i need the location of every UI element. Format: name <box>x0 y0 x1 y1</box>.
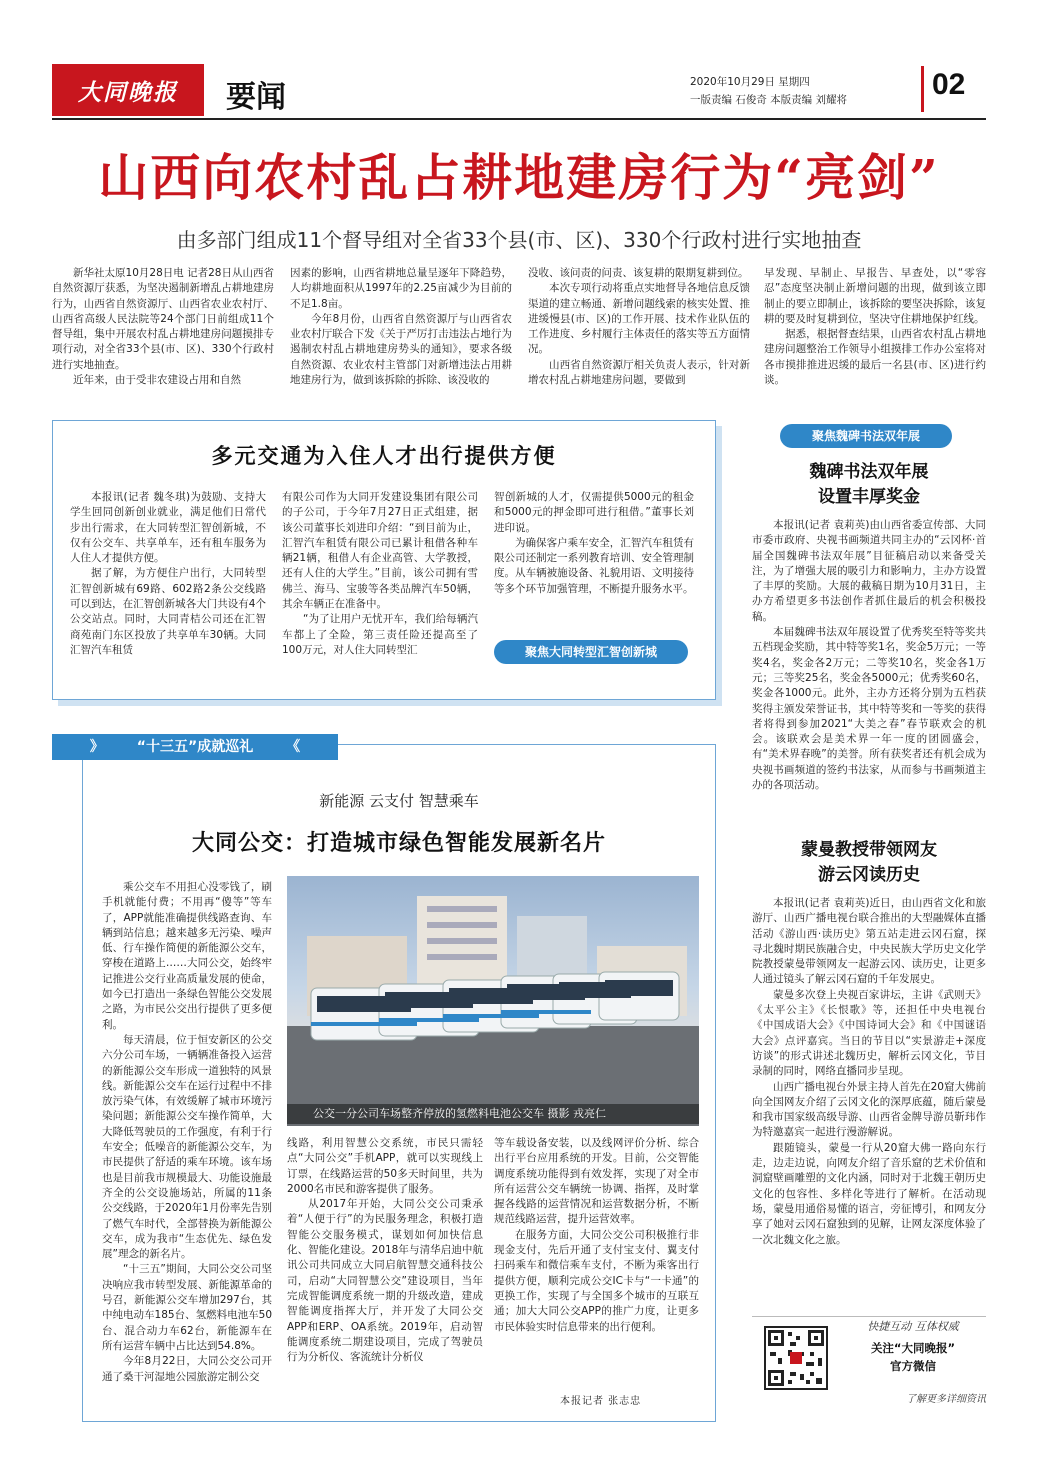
article-paragraph: 等车载设备安装，以及线网评价分析、综合出行平台应用系统的开发。目前，公交智能调度系统功能得到有效发挥，实现了对全市所有运营公交车辆统一协调、指挥，及时掌握各线路的运营情况和运营数据分析，不断规范线路运营，提升运营效率。 <box>494 1137 699 1226</box>
article-paragraph: 山西省自然资源厅相关负责人表示，针对新增农村乱占耕地建房问题，要做到 <box>528 358 750 387</box>
bus-depot-photo <box>287 876 699 1126</box>
transport-story-title: 多元交通为入住人才出行提供方便 <box>211 444 557 468</box>
promo-tagline: 快捷互动 互体权威 <box>867 1320 959 1333</box>
bus-depot-illustration <box>287 876 699 1126</box>
main-headline: 山西向农村乱占耕地建房行为“亮剑” <box>98 148 940 207</box>
article-paragraph: 今年8月份，山西省自然资源厅与山西省农业农村厅联合下发《关于严厉打击违法占地行为遏制农村乱占耕地建房势头的通知》，要求各级自然资源、农业农村主管部门对新增违法占用耕地建房行为，做到该拆除的拆除、该没收的 <box>290 312 512 387</box>
main-story-column-4 <box>764 266 986 406</box>
article-paragraph: 没收、该问责的问责、该复耕的限期复耕到位。 <box>528 267 749 279</box>
photo-caption: 公交一分公司车场整齐停放的氢燃料电池公交车 摄影 戎亮仁 <box>287 1104 699 1124</box>
article-paragraph: 从2017年开始，大同公交公司秉承着“人便于行”的为民服务理念，积极打造智能公交服务模式，谋划如何加快信息化、智能化建设。2018年与清华启迪中航讯公司共同成立大同启航智慧交通科技公司，启动“大同智慧公交”建设项目，当年完成智能调度系统一期的升级改造，建成智能调度指挥大厅，并开发了大同公交APP和ERP、OA系统。2019年，启动智能调度系统二期建设项目，完成了驾驶员行为分析仪、客流统计分析仪 <box>287 1198 483 1364</box>
title-line: 蒙曼教授带领网友 <box>801 840 937 860</box>
article-paragraph: 每天清晨，位于恒安新区的公交六分公司车场，一辆辆准备投入运营的新能源公交车形成一道独特的风景线。新能源公交车在运行过程中不排放污染气体，有效缓解了城市环境污染问题；新能源公交车操作简单，大大降低驾驶员的工作强度，有利于行车安全；低噪音的新能源公交车，为市民提供了舒适的乘车环境。该车场也是目前我市规模最大、功能设施最齐全的公交设施场站，所属的11条公交线路，于2020年1月份率先告别了燃气车时代，全部替换为新能源公交车，成为我市“生态优先、绿色发展”理念的新名片。 <box>102 1033 272 1261</box>
yungang-story-body <box>752 896 986 1306</box>
article-paragraph: 本报讯(记者 魏冬琪)为鼓励、支持大学生回同创新创业就业，满足他们日常代步出行需求，在大同转型汇智创新城，不仅有公交车、共享单车，还有租车服务为人住人才提供方便。 <box>70 491 266 565</box>
article-paragraph: 本届魏碑书法双年展设置了优秀奖至特等奖共五档现金奖励，其中特等奖1名，奖金5万元；一等奖4名，奖金各2万元；二等奖10名，奖金各1万元；三等奖25名，奖金各5000元；优秀奖60名，奖金各1000元。此外，主办方还将分别为五档获奖得主颁发荣誉证书，其中特等奖和一等奖的获得者将得到参加2021“大美之春”春节联欢会的机会。该联欢会是美术界一年一度的团圆盛会，有“美术界春晚”的美誉。所有获奖者还有机会成为央视书画频道的签约书法家，从而参与书画频道主办的各项活动。 <box>752 626 986 792</box>
article-paragraph: 据悉，根据督查结果，山西省农村乱占耕地建房问题整治工作领导小组摸排工作办公室将对各市摸排推进迟缓的最后一名县(市、区)进行约谈。 <box>764 328 986 387</box>
calligraphy-story-body <box>752 518 986 824</box>
article-paragraph: “为了让用户无忧开车，我们给每辆汽车都上了全险，第三责任险还提高至了100万元，对人住大同转型汇 <box>282 613 478 656</box>
yungang-story-title <box>752 838 986 888</box>
edition-date: 2020年10月29日 星期四 <box>690 76 810 88</box>
page-divider <box>921 66 924 112</box>
main-story-column-1 <box>52 266 274 406</box>
header-rule <box>52 118 986 120</box>
article-paragraph: 线路，利用智慧公交系统，市民只需轻点“大同公交”手机APP，就可以实现线上订票，在线路运营的50多天时间里，共为2000名市民和游客提供了服务。 <box>287 1137 483 1195</box>
qr-code-icon[interactable] <box>764 1326 828 1390</box>
calligraphy-topic-tag: 聚焦魏碑书法双年展 <box>780 424 952 448</box>
banner-label: “十三五”成就巡礼 <box>136 739 254 755</box>
promo-follow-text: 关注“大同晚报” <box>870 1341 956 1355</box>
edition-editors: 一版责编 石俊奇 本版责编 刘耀将 <box>690 94 848 106</box>
bus-story-column-1 <box>102 880 272 1410</box>
transport-story-column-1 <box>70 490 266 686</box>
article-paragraph: 今年8月22日，大同公交公司开通了桑干河湿地公园旅游定制公交 <box>102 1355 272 1383</box>
main-subheadline: 由多部门组成11个督导组对全省33个县(市、区)、330个行政村进行实地抽查 <box>176 228 862 252</box>
bus-series-banner <box>52 734 338 760</box>
article-paragraph: 有限公司作为大同开发建设集团有限公司的子公司，于今年7月27日正式组建，据该公司董事长刘进印介绍：“到目前为止，汇智汽车租赁有限公司已累计租借各种车辆21辆，租借人有企业高管、大学教授，还有人住的大学生。”目前，该公司拥有雪佛兰、海马、宝骏等各类品牌汽车50辆，其余车辆正在准备中。 <box>282 491 478 611</box>
article-paragraph: 蒙曼多次登上央视百家讲坛，主讲《武则天》《太平公主》《长恨歌》等，还担任中央电视台《中国成语大会》《中国诗词大会》和《中国谜语大会》点评嘉宾。当日的节目以“实景游走+深度访谈”的形式讲述北魏历史，解析云冈文化，节目录制的同时，网络直播同步呈现。 <box>752 988 986 1078</box>
byline-credit: 本报记者 张志忠 <box>560 1396 642 1407</box>
transport-topic-tag: 聚焦大同转型汇智创新城 <box>494 640 688 664</box>
article-paragraph: 跟随镜头，蒙曼一行从20窟大佛一路向东行走，边走边说，向网友介绍了音乐窟的艺术价值和洞窟壁画雕塑的文化内涵，同时对于北魏王朝历史文化的包容性、多样化等进行了解析。在活动现场，蒙曼用通俗易懂的语言，旁征博引，和网友分享了她对云冈石窟独到的见解，让网友深度体验了一次北魏文化之旅。 <box>752 1141 986 1246</box>
title-line: 设置丰厚奖金 <box>818 487 920 507</box>
calligraphy-story-title <box>752 460 986 510</box>
chevron-icon: 《 <box>286 739 301 755</box>
promo-wechat-text: 官方微信 <box>890 1359 936 1373</box>
article-paragraph: 本次专项行动将重点实地督导各地信息反馈渠道的建立畅通、新增问题线索的核实处置、推进缓慢县(市、区)的工作开展、技术作业队伍的工作进度、乡村履行主体责任的落实等五方面情况。 <box>528 282 750 356</box>
bus-story-headline: 大同公交：打造城市绿色智能发展新名片 <box>191 831 606 856</box>
main-story-column-3 <box>528 266 750 406</box>
page-number: 02 <box>932 68 966 101</box>
title-line: 游云冈读历史 <box>818 865 920 885</box>
article-paragraph: 本报讯(记者 袁莉英)由山西省委宣传部、大同市委市政府、央视书画频道共同主办的“云冈杯·首届全国魏碑书法双年展”目征稿启动以来备受关注，为了增强大展的吸引力和影响力，主办方设置了丰厚的奖励。大展的截稿日期为10月31日，主办方希望更多书法创作者抓住最后的机会积极投稿。 <box>752 519 986 623</box>
bus-story-kicker: 新能源 云支付 智慧乘车 <box>319 792 479 810</box>
chevron-icon: 》 <box>89 739 104 755</box>
article-paragraph: 乘公交车不用担心没零钱了，刷手机就能付费；不用再“傻等”等车了，APP就能准确提供线路查询、车辆到站信息；越来越多无污染、噪声低、行车操作简便的新能源公交车，穿梭在道路上……大同公交，始终牢记推进公交行业高质量发展的使命，如今已打造出一条绿色智能公交发展之路，为市民公交出行提供了更多便利。 <box>102 881 272 1031</box>
newspaper-logo: 大同晚报 <box>52 64 204 116</box>
transport-story-column-3 <box>494 490 694 630</box>
transport-story-column-2 <box>282 490 478 686</box>
article-paragraph: 因素的影响，山西省耕地总量呈逐年下降趋势，人均耕地面积从1997年的2.25亩减少为目前的不足1.8亩。 <box>290 267 512 310</box>
bus-story-column-2 <box>287 1136 483 1420</box>
article-paragraph: “十三五”期间，大同公交公司坚决响应我市转型发展、新能源革命的号召，新能源公交车增加297台，其中纯电动车185台、氢燃料电池车50台、混合动力车62台，新能源车在所有运营车辆中占比达到54.8%。 <box>102 1263 272 1352</box>
article-paragraph: 智创新城的人才，仅需提供5000元的租金和5000元的押金即可进行租借。”董事长刘进印说。 <box>494 491 694 534</box>
article-paragraph: 新华社太原10月28日电 记者28日从山西省自然资源厅获悉，为坚决遏制新增乱占耕地建房行为，山西省自然资源厅、山西省农业农村厅、山西省高级人民法院等24个部门日前组成11个督导组，集中开展农村乱占耕地建房问题摸排专项行动，对全省33个县(市、区)、330个行政村进行实地抽查。 <box>52 267 274 371</box>
bus-story-column-3 <box>494 1136 699 1386</box>
article-paragraph: 据了解，为方便住户出行，大同转型汇智创新城有69路、602路2条公交线路可以到达，在汇智创新城各大门共设有4个公交站点。同时，大同青桔公司还在汇智商苑南门东区投放了共享单车30辆。大同汇智汽车租赁 <box>70 567 266 656</box>
article-paragraph: 为确保客户乘车安全，汇智汽车租赁有限公司还制定一系列教育培训、安全管理制度。从车辆被施设备、礼貌用语、文明接待等多个环节加强管理，不断提升服务水平。 <box>494 536 694 595</box>
main-story-column-2 <box>290 266 512 406</box>
article-paragraph: 近年来，由于受非农建设占用和自然 <box>73 374 241 387</box>
section-name: 要闻 <box>226 80 286 115</box>
article-paragraph: 山西广播电视台外景主持人首先在20窟大佛前向全国网友介绍了云冈文化的深厚底蕴，随后蒙曼和我市国家级高级导游、山西省金牌导游员靳玮作为特邀嘉宾一起进行漫游解说。 <box>752 1080 986 1139</box>
title-line: 魏碑书法双年展 <box>809 462 929 482</box>
promo-more-info: 了解更多详细资讯 <box>906 1394 986 1405</box>
article-paragraph: 本报讯(记者 袁莉英)近日，由山西省文化和旅游厅、山西广播电视台联合推出的大型融媒体直播活动《游山西·读历史》第五站走进云冈石窟，探寻北魏时期民族融合史，中央民族大学历史文化学院教授蒙曼带领网友一起游云冈、读历史，让更多人通过镜头了解云冈石窟的千年发展史。 <box>752 897 986 986</box>
article-paragraph: 在服务方面，大同公交公司积极推行非现金支付，先后开通了支付宝支付、翼支付扫码乘车和微信乘车支付，不断为乘客出行提供方便，顺利完成公交IC卡与“一卡通”的更换工作，实现了与全国多个城市的互联互通；加大大同公交APP的推广力度，让更多市民体验实时信息带来的出行便利。 <box>494 1228 699 1333</box>
article-paragraph: 早发现、早制止、早报告、早查处，以“零容忍”态度坚决制止新增问题的出现，做到该立即制止的要立即制止，该拆除的要坚决拆除，该复耕的要及时复耕到位，坚决守住耕地保护红线。 <box>764 267 986 325</box>
